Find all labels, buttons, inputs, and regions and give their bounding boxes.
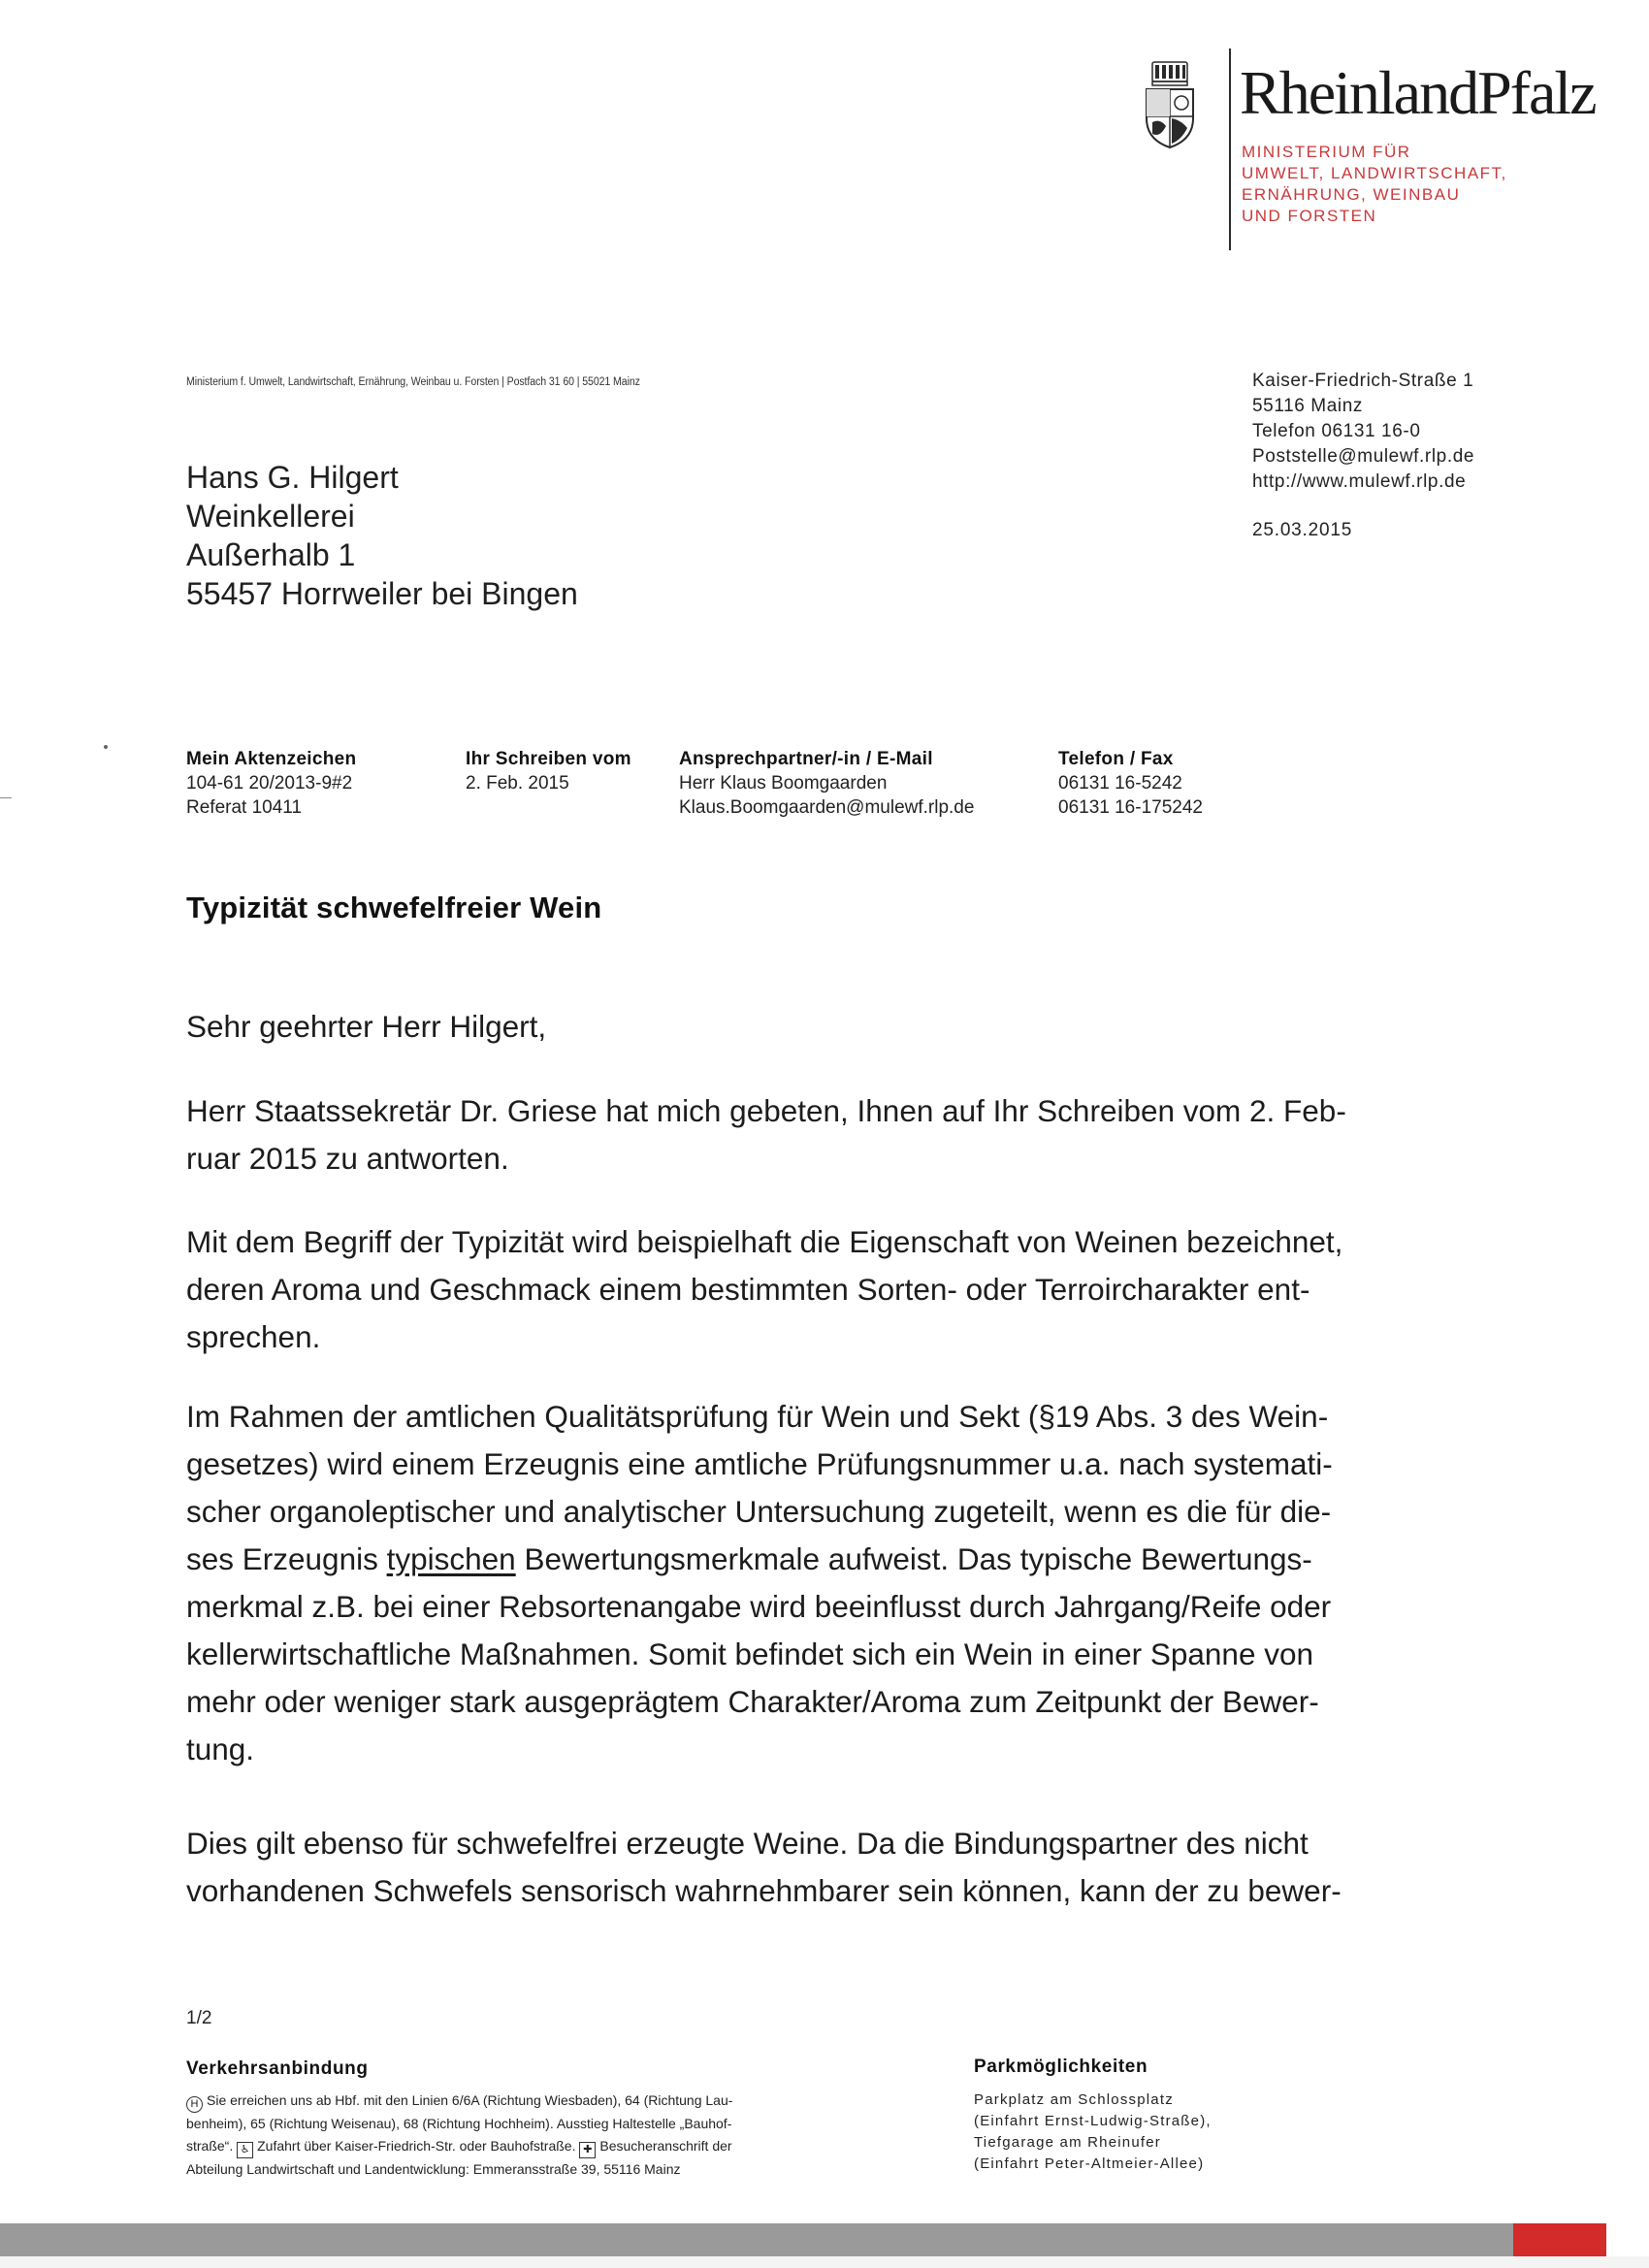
paragraph-line: ruar 2015 zu antworten. — [186, 1141, 509, 1176]
salutation-text: Sehr geehrter Herr Hilgert, — [186, 1009, 547, 1044]
coat-of-arms-icon — [1143, 58, 1197, 149]
recipient-address — [186, 458, 578, 613]
paragraph-line — [186, 1536, 1418, 1583]
paragraph-line: mehr oder weniger stark ausgeprägtem Charakter/Aroma zum Zeitpunkt der Bewer- — [186, 1684, 1319, 1719]
transport-text: Besucheranschrift der — [599, 2138, 732, 2154]
transport-line: Abteilung Landwirtschaft und Landentwicklung: Emmeransstraße 39, 55116 Mainz — [186, 2161, 681, 2177]
reference-value: 06131 16-175242 — [1058, 797, 1203, 818]
punch-mark — [104, 745, 108, 749]
transport-title: Verkehrsanbindung — [186, 2058, 369, 2079]
parking-line: Tiefgarage am Rheinufer — [974, 2134, 1161, 2151]
page-number: 1/2 — [186, 2008, 212, 2028]
reference-contact-person — [679, 747, 974, 820]
parking-line: (Einfahrt Peter-Altmeier-Allee) — [974, 2155, 1205, 2172]
paragraph-2 — [186, 1218, 1418, 1361]
reference-value: 06131 16-5242 — [1058, 773, 1182, 794]
paragraph-line: kellerwirtschaftliche Maßnahmen. Somit befindet sich ein Wein in einer Spanne von — [186, 1636, 1314, 1671]
ministry-line: ERNÄHRUNG, WEINBAU — [1242, 185, 1461, 204]
contact-block — [1252, 369, 1474, 495]
ministry-line: UMWELT, LANDWIRTSCHAFT, — [1242, 164, 1507, 182]
paragraph-line: merkmal z.B. bei einer Rebsortenangabe wird beeinflusst durch Jahrgang/Reife oder — [186, 1589, 1332, 1624]
paragraph-line: gesetzes) wird einem Erzeugnis eine amtliche Prüfungsnummer u.a. nach systemati- — [186, 1446, 1333, 1481]
paragraph-line: Herr Staatssekretär Dr. Griese hat mich gebeten, Ihnen auf Ihr Schreiben vom 2. Feb- — [186, 1093, 1346, 1128]
paragraph-3 — [186, 1393, 1418, 1773]
logo-divider — [1229, 49, 1231, 250]
reference-email-link[interactable]: Klaus.Boomgaarden@mulewf.rlp.de — [679, 797, 975, 818]
paragraph-1 — [186, 1087, 1418, 1183]
letter-date: 25.03.2015 — [1252, 520, 1353, 540]
recipient-name: Hans G. Hilgert — [186, 460, 399, 495]
contact-web-link[interactable]: http://www.mulewf.rlp.de — [1252, 471, 1467, 492]
transport-text: Zufahrt über Kaiser-Friedrich-Str. oder Bauhofstraße. — [257, 2138, 576, 2154]
paragraph-line: deren Aroma und Geschmack einem bestimmten Sorten- oder Terroircharakter ent- — [186, 1272, 1310, 1307]
footer-band-gray — [0, 2223, 1513, 2256]
transport-text: straße“. — [186, 2138, 234, 2154]
bus-stop-icon: H — [186, 2096, 203, 2113]
parking-title: Parkmöglichkeiten — [974, 2057, 1148, 2077]
reference-header: Ansprechpartner/-in / E-Mail — [679, 749, 933, 769]
fold-mark — [0, 797, 12, 798]
transport-text: Sie erreichen uns ab Hbf. mit den Linien 6/6A (Richtung Wiesbaden), 64 (Richtung Lau- — [207, 2092, 733, 2108]
text-segment: ses Erzeugnis — [186, 1541, 387, 1576]
parking-info — [974, 2057, 1212, 2175]
text-segment: Bewertungsmerkmale aufweist. Das typische Bewertungs- — [515, 1541, 1312, 1576]
brand-logo-text: RheinlandPfalz — [1240, 58, 1596, 127]
parking-line: (Einfahrt Ernst-Ludwig-Straße), — [974, 2113, 1212, 2129]
contact-city: 55116 Mainz — [1252, 396, 1363, 416]
visitor-address-icon: ✚ — [579, 2142, 596, 2158]
paragraph-line: sprechen. — [186, 1319, 321, 1354]
underlined-word: typischen — [386, 1541, 516, 1576]
transport-line: benheim), 65 (Richtung Weisenau), 68 (Richtung Hochheim). Ausstieg Haltestelle „Bauhof- — [186, 2116, 732, 2131]
ministry-line: UND FORSTEN — [1242, 207, 1377, 225]
reference-value: Referat 10411 — [186, 797, 303, 818]
recipient-city: 55457 Horrweiler bei Bingen — [186, 576, 578, 611]
contact-phone: Telefon 06131 16-0 — [1252, 421, 1421, 441]
recipient-company: Weinkellerei — [186, 499, 355, 534]
reference-phone-fax — [1058, 747, 1203, 820]
reference-header: Telefon / Fax — [1058, 749, 1174, 769]
paragraph-line: Mit dem Begriff der Typizität wird beispielhaft die Eigenschaft von Weinen bezeichnet, — [186, 1224, 1343, 1259]
paragraph-line: Dies gilt ebenso für schwefelfrei erzeugte Weine. Da die Bindungspartner des nicht — [186, 1826, 1309, 1861]
wheelchair-icon: ♿ — [237, 2142, 253, 2158]
reference-header: Ihr Schreiben vom — [466, 749, 631, 769]
reference-value: 2. Feb. 2015 — [466, 773, 569, 794]
contact-email-link[interactable]: Poststelle@mulewf.rlp.de — [1252, 446, 1475, 467]
parking-line: Parkplatz am Schlossplatz — [974, 2091, 1174, 2108]
salutation — [186, 1003, 1418, 1051]
transport-line — [186, 2090, 904, 2113]
transport-info — [186, 2058, 904, 2181]
recipient-street: Außerhalb 1 — [186, 537, 356, 572]
paragraph-line: vorhandenen Schwefels sensorisch wahrnehmbarer sein können, kann der zu bewer- — [186, 1873, 1342, 1908]
reference-value: Herr Klaus Boomgaarden — [679, 773, 888, 794]
transport-line — [186, 2135, 904, 2158]
ministry-line: MINISTERIUM FÜR — [1242, 143, 1411, 161]
paragraph-line: tung. — [186, 1732, 255, 1766]
reference-file-number — [186, 747, 356, 820]
footer-band-red — [1513, 2223, 1606, 2256]
sender-return-address: Ministerium f. Umwelt, Landwirtschaft, Ernährung, Weinbau u. Forsten | Postfach 31 60 | 55021 Mainz — [186, 376, 640, 388]
paragraph-line: scher organoleptischer und analytischer Untersuchung zugeteilt, wenn es die für die- — [186, 1494, 1332, 1529]
paragraph-line: Im Rahmen der amtlichen Qualitätsprüfung für Wein und Sekt (§19 Abs. 3 des Wein- — [186, 1399, 1329, 1434]
footer-band-edge — [0, 2256, 1649, 2268]
letter-subject: Typizität schwefelfreier Wein — [186, 891, 602, 924]
reference-letter-date — [466, 747, 631, 795]
ministry-name — [1242, 142, 1533, 227]
paragraph-4 — [186, 1820, 1418, 1915]
reference-header: Mein Aktenzeichen — [186, 749, 357, 769]
reference-value: 104-61 20/2013-9#2 — [186, 773, 353, 794]
contact-street: Kaiser-Friedrich-Straße 1 — [1252, 371, 1474, 391]
